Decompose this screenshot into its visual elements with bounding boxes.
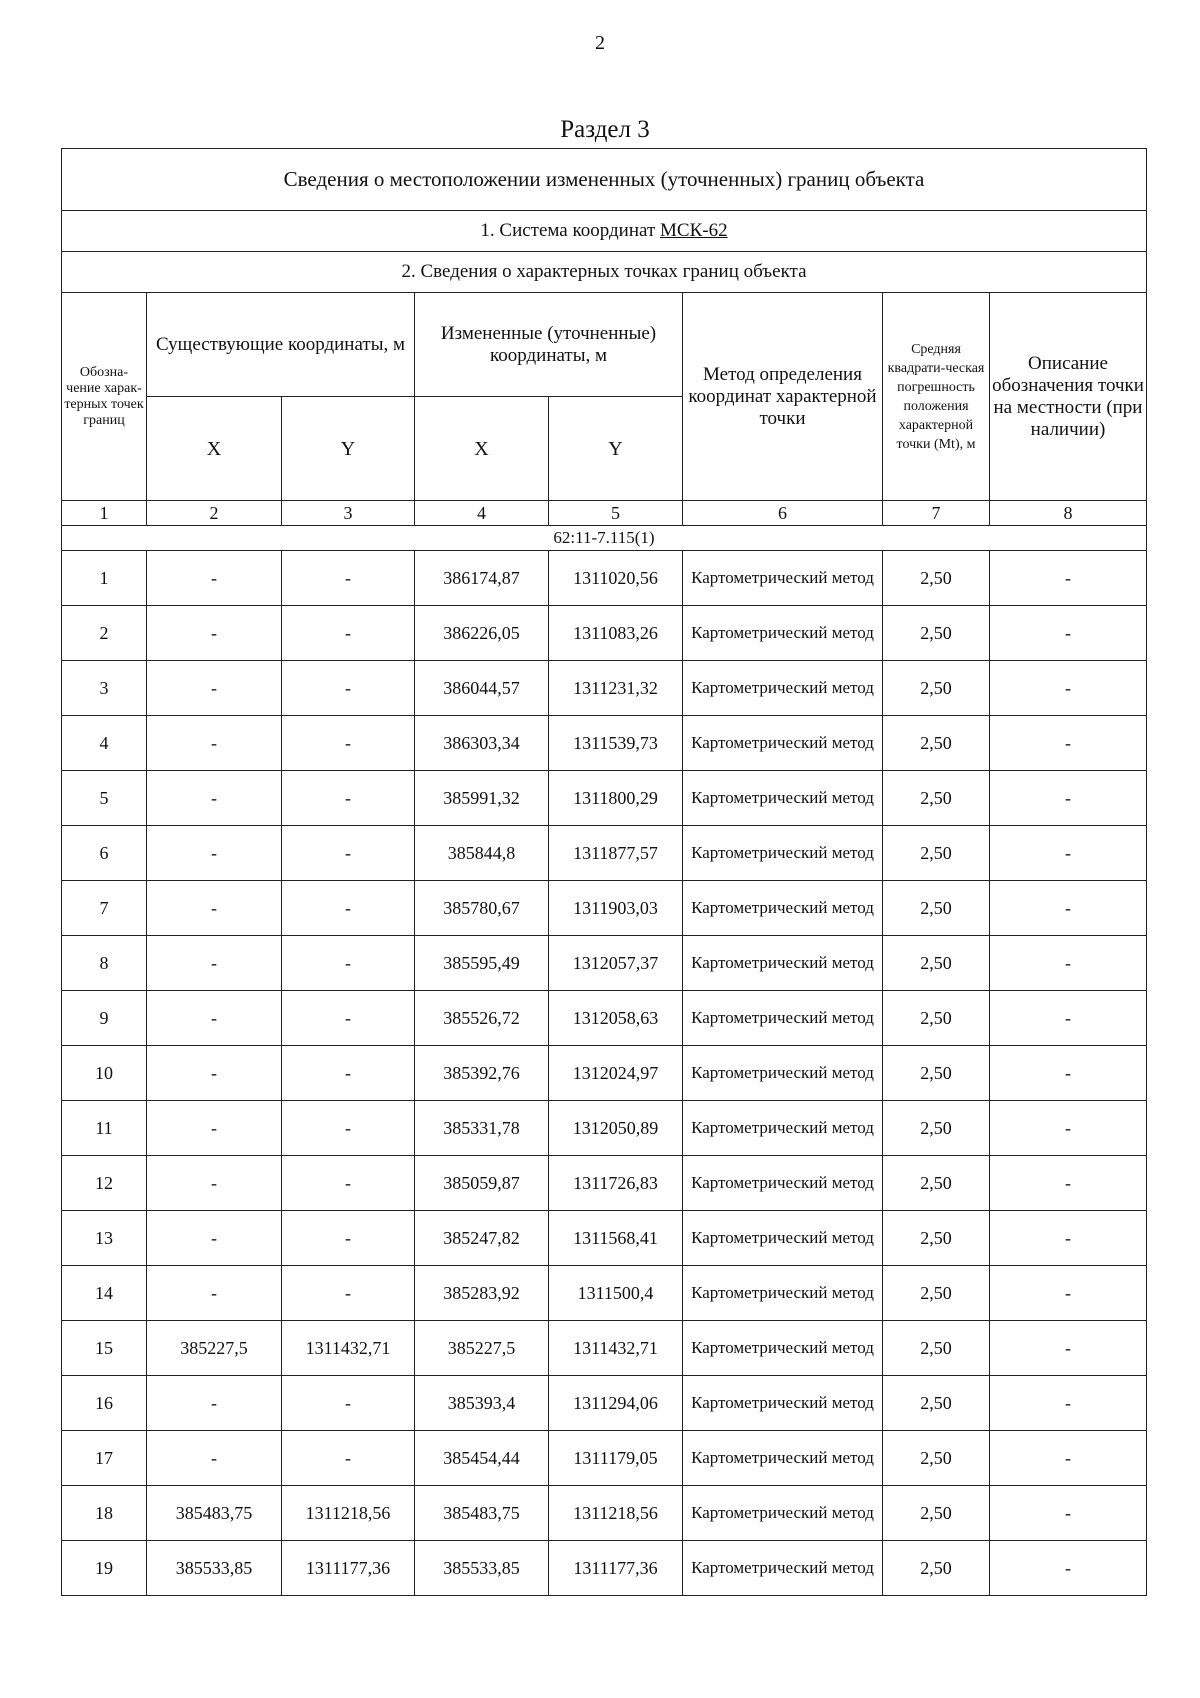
cell-error: 2,50 [883, 771, 990, 826]
column-number: 8 [990, 501, 1147, 526]
cell-existing-x: - [147, 1431, 282, 1486]
cell-point-number: 4 [62, 716, 147, 771]
cell-method: Картометрический метод [683, 1046, 883, 1101]
cell-changed-x: 385533,85 [415, 1541, 549, 1596]
cell-description: - [990, 1431, 1147, 1486]
cell-existing-x: - [147, 716, 282, 771]
cell-existing-y: 1311432,71 [282, 1321, 415, 1376]
cell-method: Картометрический метод [683, 1486, 883, 1541]
cell-error: 2,50 [883, 606, 990, 661]
header-existing-y: Y [282, 397, 415, 501]
table-row [62, 551, 1147, 606]
cell-method: Картометрический метод [683, 1101, 883, 1156]
cell-error: 2,50 [883, 1266, 990, 1321]
cell-method: Картометрический метод [683, 1431, 883, 1486]
cell-description: - [990, 1376, 1147, 1431]
cell-existing-y: - [282, 1156, 415, 1211]
header-method: Метод определения координат характерной точки [683, 293, 883, 501]
column-number: 4 [415, 501, 549, 526]
cell-description: - [990, 1211, 1147, 1266]
header-changed-y: Y [549, 397, 683, 501]
cell-changed-y: 1311218,56 [549, 1486, 683, 1541]
page-number: 2 [595, 32, 605, 54]
cell-method: Картометрический метод [683, 606, 883, 661]
cell-changed-y: 1312058,63 [549, 991, 683, 1046]
cell-description: - [990, 716, 1147, 771]
cell-existing-x: - [147, 1376, 282, 1431]
cell-point-number: 16 [62, 1376, 147, 1431]
cell-changed-y: 1311020,56 [549, 551, 683, 606]
cell-changed-x: 385227,5 [415, 1321, 549, 1376]
cell-method: Картометрический метод [683, 826, 883, 881]
cell-existing-y: - [282, 551, 415, 606]
cell-existing-x: - [147, 606, 282, 661]
cell-description: - [990, 606, 1147, 661]
cell-error: 2,50 [883, 551, 990, 606]
cell-error: 2,50 [883, 936, 990, 991]
cell-error: 2,50 [883, 881, 990, 936]
cell-changed-x: 385780,67 [415, 881, 549, 936]
cell-method: Картометрический метод [683, 551, 883, 606]
cell-changed-y: 1311539,73 [549, 716, 683, 771]
cell-point-number: 18 [62, 1486, 147, 1541]
cell-point-number: 7 [62, 881, 147, 936]
cell-changed-x: 386303,34 [415, 716, 549, 771]
cell-description: - [990, 991, 1147, 1046]
cell-existing-y: 1311218,56 [282, 1486, 415, 1541]
cell-existing-y: - [282, 881, 415, 936]
cell-description: - [990, 826, 1147, 881]
cell-existing-y: - [282, 716, 415, 771]
cell-existing-x: 385227,5 [147, 1321, 282, 1376]
table-row [62, 1266, 1147, 1321]
section-title: Раздел 3 [560, 116, 650, 143]
cell-point-number: 15 [62, 1321, 147, 1376]
cell-changed-y: 1311179,05 [549, 1431, 683, 1486]
cell-description: - [990, 1486, 1147, 1541]
cell-error: 2,50 [883, 826, 990, 881]
cell-point-number: 3 [62, 661, 147, 716]
table-row [62, 1431, 1147, 1486]
header-point-designation: Обозна-чение харак-терных точек границ [62, 293, 147, 501]
column-number: 5 [549, 501, 683, 526]
cell-point-number: 13 [62, 1211, 147, 1266]
cell-changed-x: 385595,49 [415, 936, 549, 991]
cell-changed-x: 385393,4 [415, 1376, 549, 1431]
cell-changed-y: 1311568,41 [549, 1211, 683, 1266]
cell-error: 2,50 [883, 1156, 990, 1211]
cell-description: - [990, 1101, 1147, 1156]
cell-point-number: 8 [62, 936, 147, 991]
cell-error: 2,50 [883, 1321, 990, 1376]
cell-method: Картометрический метод [683, 1211, 883, 1266]
cell-changed-y: 1311877,57 [549, 826, 683, 881]
cell-error: 2,50 [883, 1486, 990, 1541]
cell-changed-y: 1311726,83 [549, 1156, 683, 1211]
cell-changed-x: 386174,87 [415, 551, 549, 606]
column-number: 3 [282, 501, 415, 526]
cell-changed-x: 385483,75 [415, 1486, 549, 1541]
cell-point-number: 17 [62, 1431, 147, 1486]
cell-existing-x: - [147, 661, 282, 716]
cell-existing-y: - [282, 1431, 415, 1486]
cell-changed-y: 1311500,4 [549, 1266, 683, 1321]
cell-existing-y: - [282, 661, 415, 716]
cell-changed-y: 1311800,29 [549, 771, 683, 826]
cell-existing-y: - [282, 826, 415, 881]
cell-description: - [990, 1266, 1147, 1321]
header-error: Средняя квадрати-ческая погрешность положения характерной точки (Mt), м [883, 293, 990, 501]
cell-existing-y: - [282, 1266, 415, 1321]
cell-method: Картометрический метод [683, 1321, 883, 1376]
cell-existing-y: - [282, 991, 415, 1046]
cell-changed-x: 385059,87 [415, 1156, 549, 1211]
column-number: 6 [683, 501, 883, 526]
cell-description: - [990, 936, 1147, 991]
table-row [62, 1376, 1147, 1431]
table-row [62, 1486, 1147, 1541]
coord-system-prefix: 1. Система координат [480, 220, 661, 241]
table-row [62, 936, 1147, 991]
header-existing-x: X [147, 397, 282, 501]
cell-existing-x: 385483,75 [147, 1486, 282, 1541]
table-row [62, 1101, 1147, 1156]
cell-error: 2,50 [883, 1046, 990, 1101]
cell-point-number: 10 [62, 1046, 147, 1101]
cell-method: Картометрический метод [683, 1266, 883, 1321]
cell-method: Картометрический метод [683, 661, 883, 716]
table-row [62, 1321, 1147, 1376]
cell-changed-y: 1311177,36 [549, 1541, 683, 1596]
cell-description: - [990, 1541, 1147, 1596]
cell-existing-y: - [282, 1211, 415, 1266]
cell-existing-x: - [147, 881, 282, 936]
table-row [62, 716, 1147, 771]
cell-existing-y: - [282, 771, 415, 826]
cell-changed-x: 385283,92 [415, 1266, 549, 1321]
cell-method: Картометрический метод [683, 771, 883, 826]
cell-error: 2,50 [883, 1376, 990, 1431]
cell-error: 2,50 [883, 1431, 990, 1486]
cell-description: - [990, 771, 1147, 826]
column-number: 2 [147, 501, 282, 526]
cell-point-number: 9 [62, 991, 147, 1046]
header-changed-x: X [415, 397, 549, 501]
table-row [62, 1046, 1147, 1101]
table-row [62, 606, 1147, 661]
cell-existing-x: - [147, 1266, 282, 1321]
cell-method: Картометрический метод [683, 1541, 883, 1596]
cell-error: 2,50 [883, 1541, 990, 1596]
cell-point-number: 1 [62, 551, 147, 606]
cell-point-number: 2 [62, 606, 147, 661]
cell-description: - [990, 1156, 1147, 1211]
boundary-points-table [61, 148, 1147, 1596]
cell-changed-y: 1311903,03 [549, 881, 683, 936]
cell-changed-x: 385991,32 [415, 771, 549, 826]
cell-changed-x: 386226,05 [415, 606, 549, 661]
cell-point-number: 11 [62, 1101, 147, 1156]
cell-point-number: 6 [62, 826, 147, 881]
header-existing-coords: Существующие координаты, м [147, 293, 415, 397]
cell-existing-x: - [147, 1101, 282, 1156]
cell-description: - [990, 1046, 1147, 1101]
table-row [62, 1211, 1147, 1266]
table-row [62, 881, 1147, 936]
cell-description: - [990, 881, 1147, 936]
cell-changed-y: 1312057,37 [549, 936, 683, 991]
cell-changed-x: 386044,57 [415, 661, 549, 716]
cell-description: - [990, 551, 1147, 606]
table-row [62, 1156, 1147, 1211]
cell-point-number: 5 [62, 771, 147, 826]
cell-changed-y: 1312024,97 [549, 1046, 683, 1101]
cell-point-number: 14 [62, 1266, 147, 1321]
cell-error: 2,50 [883, 661, 990, 716]
cell-existing-y: 1311177,36 [282, 1541, 415, 1596]
cell-existing-y: - [282, 1376, 415, 1431]
cell-error: 2,50 [883, 716, 990, 771]
cell-changed-y: 1311231,32 [549, 661, 683, 716]
cell-changed-x: 385844,8 [415, 826, 549, 881]
cell-changed-y: 1312050,89 [549, 1101, 683, 1156]
cell-point-number: 19 [62, 1541, 147, 1596]
cell-method: Картометрический метод [683, 1376, 883, 1431]
column-number: 1 [62, 501, 147, 526]
cell-error: 2,50 [883, 1211, 990, 1266]
cell-method: Картометрический метод [683, 1156, 883, 1211]
header-description: Описание обозначения точки на местности (при наличии) [990, 293, 1147, 501]
cell-description: - [990, 1321, 1147, 1376]
cell-existing-y: - [282, 1046, 415, 1101]
cell-existing-x: - [147, 551, 282, 606]
table-row [62, 1541, 1147, 1596]
table-title: Сведения о местоположении измененных (уточненных) границ объекта [62, 149, 1147, 211]
cell-method: Картометрический метод [683, 881, 883, 936]
cell-existing-x: - [147, 826, 282, 881]
cell-changed-y: 1311083,26 [549, 606, 683, 661]
parcel-id: 62:11-7.115(1) [62, 526, 1147, 551]
cell-changed-x: 385247,82 [415, 1211, 549, 1266]
cell-changed-y: 1311432,71 [549, 1321, 683, 1376]
cell-existing-x: - [147, 771, 282, 826]
cell-existing-x: - [147, 936, 282, 991]
cell-changed-x: 385392,76 [415, 1046, 549, 1101]
cell-method: Картометрический метод [683, 991, 883, 1046]
table-row [62, 771, 1147, 826]
table-row [62, 826, 1147, 881]
cell-point-number: 12 [62, 1156, 147, 1211]
cell-existing-y: - [282, 1101, 415, 1156]
cell-changed-x: 385331,78 [415, 1101, 549, 1156]
cell-existing-x: - [147, 1046, 282, 1101]
cell-method: Картометрический метод [683, 936, 883, 991]
table-row [62, 991, 1147, 1046]
table-row [62, 661, 1147, 716]
column-number: 7 [883, 501, 990, 526]
points-heading: 2. Сведения о характерных точках границ объекта [62, 252, 1147, 293]
cell-existing-y: - [282, 606, 415, 661]
cell-description: - [990, 661, 1147, 716]
cell-existing-x: 385533,85 [147, 1541, 282, 1596]
cell-changed-x: 385526,72 [415, 991, 549, 1046]
coord-system-value: МСК-62 [660, 220, 728, 241]
column-number-row [62, 501, 1147, 526]
cell-existing-x: - [147, 991, 282, 1046]
cell-existing-x: - [147, 1156, 282, 1211]
cell-error: 2,50 [883, 991, 990, 1046]
cell-method: Картометрический метод [683, 716, 883, 771]
cell-existing-y: - [282, 936, 415, 991]
cell-existing-x: - [147, 1211, 282, 1266]
cell-changed-x: 385454,44 [415, 1431, 549, 1486]
coord-system-line [62, 211, 1147, 252]
header-changed-coords: Измененные (уточненные) координаты, м [415, 293, 683, 397]
cell-error: 2,50 [883, 1101, 990, 1156]
cell-changed-y: 1311294,06 [549, 1376, 683, 1431]
